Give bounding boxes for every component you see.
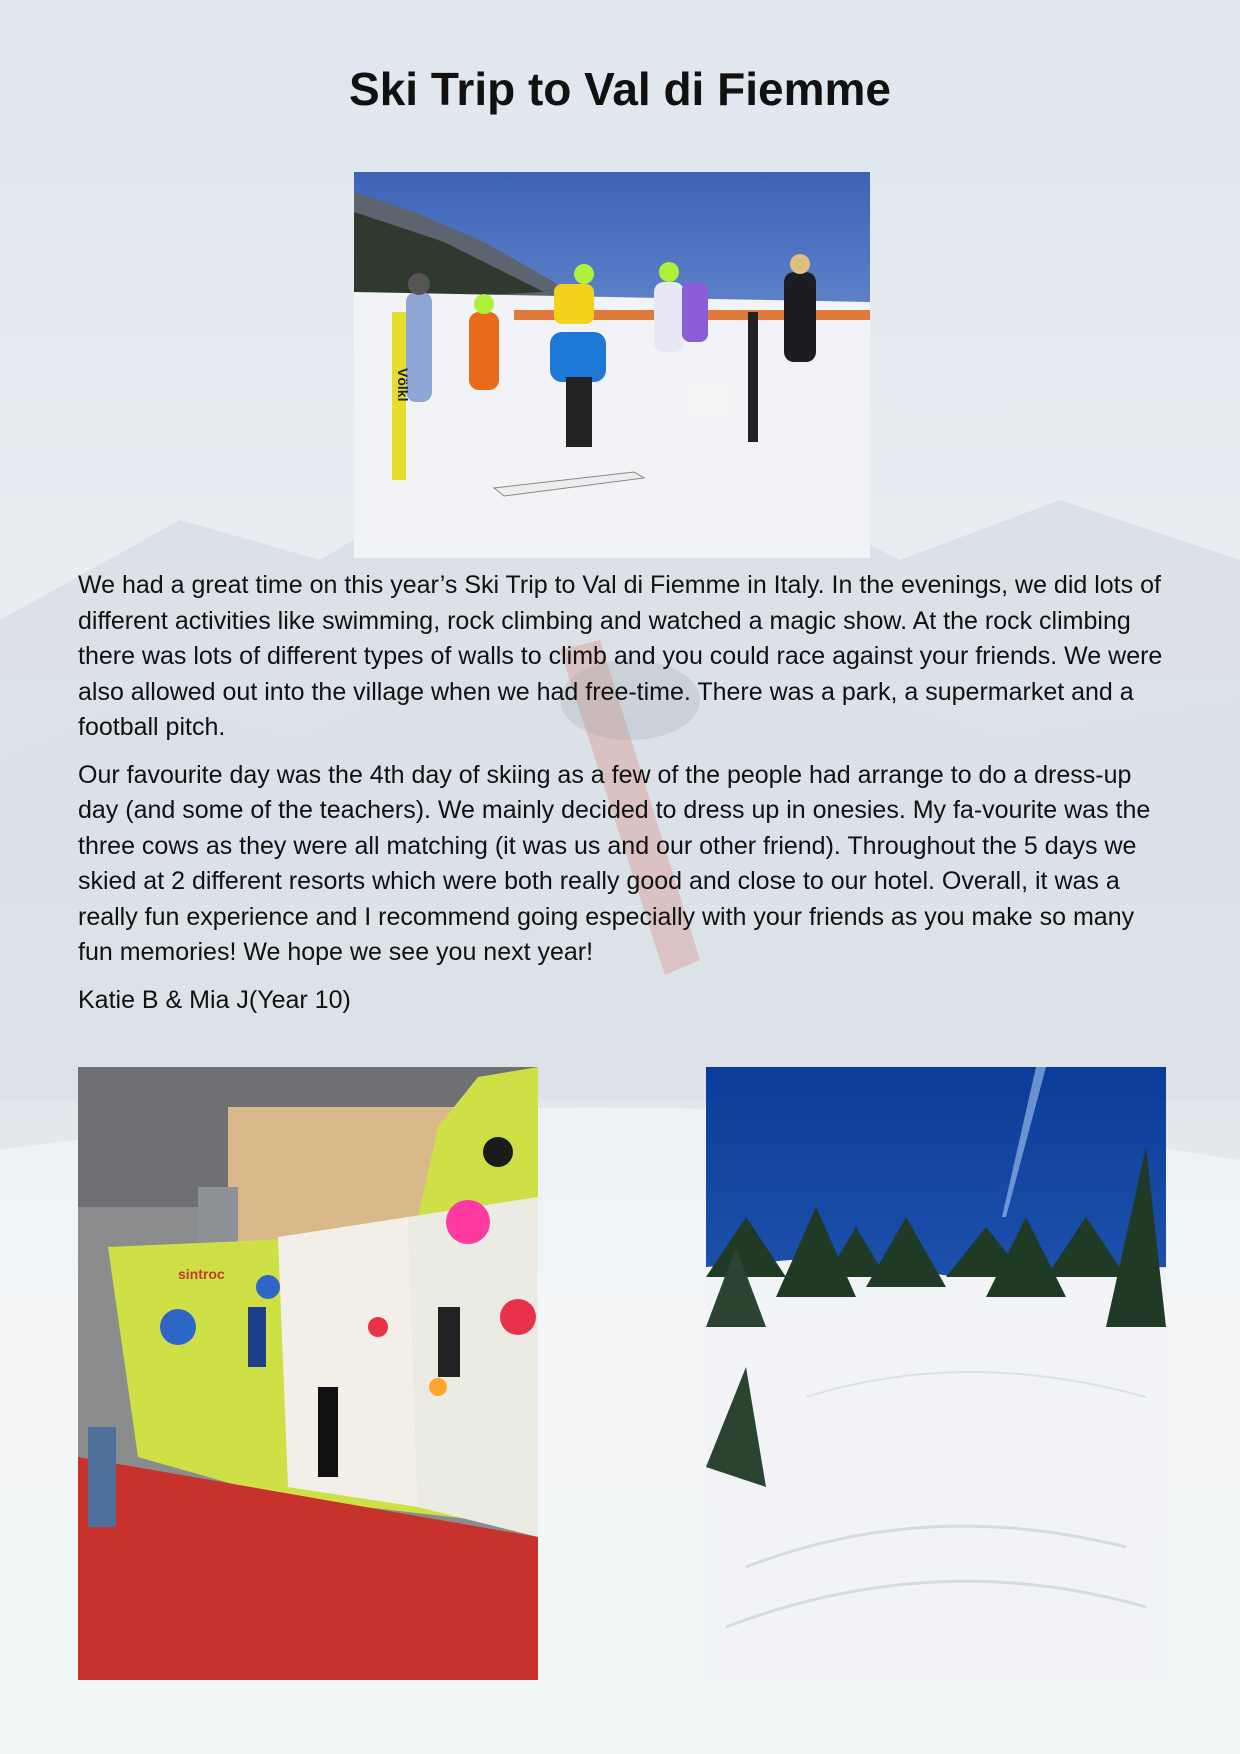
page-title: Ski Trip to Val di Fiemme [349, 63, 891, 115]
byline: Katie B & Mia J(Year 10) [78, 985, 351, 1014]
article-paragraph: We had a great time on this year’s Ski Trip to Val di Fiemme in Italy. In the evenings, we did lots of different activities like swimming, rock climbing and watched a magic show. At the rock climbing there was lots of different types of walls to climb and you could race against your friends. We were also allowed out into the village when we had free-time. There was a park, a supermarket and a football pitch. [78, 571, 1163, 741]
group-ski-photo [354, 172, 870, 558]
article-paragraph: Our favourite day was the 4th day of skiing as a few of the people had arrange to do a dress-up day (and some of the teachers). We mainly decided to dress up in onesies. My fa-vourite was the three cows as they were all matching (it was us and our other friend). Throughout the 5 days we skied at 2 different resorts which were both really good and close to our hotel. Overall, it was a really fun experience and I recommend going especially with your friends as you make so many fun memories! We hope we see you next year! [78, 760, 1151, 966]
article-body [78, 568, 1168, 1030]
snowy-slope-photo [706, 1067, 1166, 1680]
ski-brand-label: Völkl [395, 368, 411, 402]
climbing-wall-photo [78, 1067, 538, 1680]
climbing-brand-label: sintroc [178, 1266, 225, 1282]
